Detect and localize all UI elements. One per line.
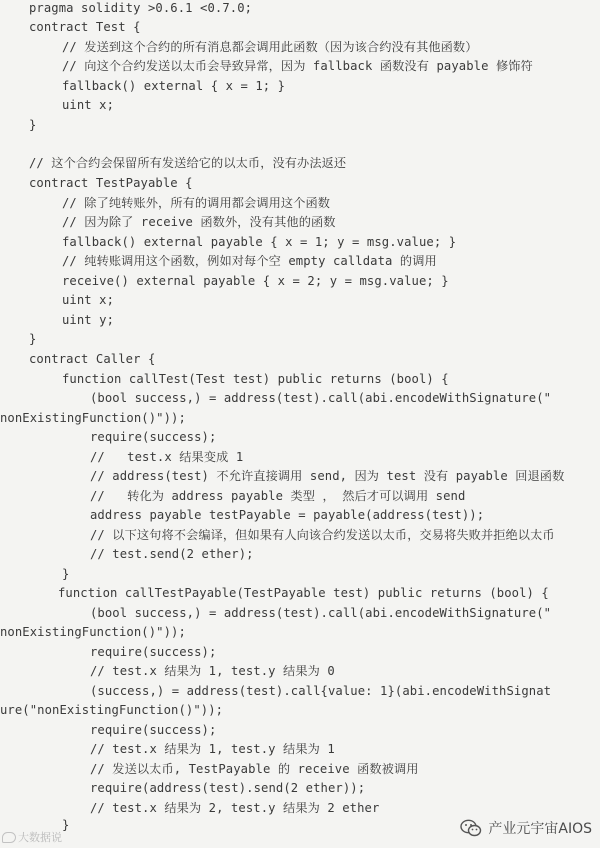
code-line: uint x;: [62, 98, 115, 112]
code-line: // test.x 结果变成 1: [90, 450, 244, 464]
code-line: (bool success,) = address(test).call(abi.encodeWithSignature(": [90, 606, 552, 620]
code-line: nonExistingFunction()"));: [0, 411, 186, 425]
code-line: fallback() external payable { x = 1; y = msg.value; }: [62, 235, 457, 249]
code-line: // 发送到这个合约的所有消息都会调用此函数（因为该合约没有其他函数）: [62, 40, 478, 54]
code-line: uint y;: [62, 313, 115, 327]
code-line: }: [29, 118, 37, 132]
code-line: require(success);: [90, 645, 217, 659]
code-line: address payable testPayable = payable(address(test));: [90, 508, 485, 522]
code-line: // test.x 结果为 1, test.y 结果为 0: [90, 664, 335, 678]
code-line: (success,) = address(test).call{value: 1}(abi.encodeWithSignat: [90, 684, 552, 698]
wechat-icon: [460, 819, 482, 837]
code-line: // 发送以太币, TestPayable 的 receive 函数被调用: [90, 762, 419, 776]
code-line: receive() external payable { x = 2; y = msg.value; }: [62, 274, 449, 288]
watermark-right-text: 产业元宇宙AIOS: [488, 821, 592, 837]
code-line: fallback() external { x = 1; }: [62, 79, 286, 93]
code-line: // address(test) 不允许直接调用 send, 因为 test 没有 payable 回退函数: [90, 469, 565, 483]
code-line: uint x;: [62, 293, 115, 307]
code-line: // 转化为 address payable 类型 ， 然后才可以调用 send: [90, 489, 466, 503]
code-line: function callTestPayable(TestPayable test) public returns (bool) {: [58, 586, 549, 600]
code-line: // 纯转账调用这个函数，例如对每个空 empty calldata 的调用: [62, 254, 437, 268]
code-line: }: [62, 567, 70, 581]
speech-bubble-icon: [2, 832, 16, 843]
code-line: ure("nonExistingFunction()"));: [0, 703, 224, 717]
code-line: }: [62, 818, 70, 832]
code-line: require(address(test).send(2 ether));: [90, 781, 366, 795]
code-line: // 以下这句将不会编译，但如果有人向该合约发送以太币，交易将失败并拒绝以太币: [90, 528, 555, 542]
code-line: pragma solidity >0.6.1 <0.7.0;: [29, 1, 253, 15]
code-line: require(success);: [90, 723, 217, 737]
code-line: // 除了纯转账外，所有的调用都会调用这个函数: [62, 196, 331, 210]
code-line: // test.x 结果为 1, test.y 结果为 1: [90, 742, 335, 756]
code-line: contract Caller {: [29, 352, 156, 366]
code-line: contract Test {: [29, 20, 141, 34]
code-line: // 向这个合约发送以太币会导致异常，因为 fallback 函数没有 payable 修饰符: [62, 59, 533, 73]
watermark-left-text: 大数据说: [18, 831, 62, 844]
code-line: require(success);: [90, 430, 217, 444]
code-line: // 这个合约会保留所有发送给它的以太币，没有办法返还: [29, 156, 347, 170]
code-line: (bool success,) = address(test).call(abi.encodeWithSignature(": [90, 391, 552, 405]
code-line: // test.send(2 ether);: [90, 547, 254, 561]
code-line: }: [29, 332, 37, 346]
watermark-left: [2, 829, 62, 845]
code-line: contract TestPayable {: [29, 176, 193, 190]
watermark-right: [460, 818, 592, 838]
code-line: nonExistingFunction()"));: [0, 625, 186, 639]
code-line: // test.x 结果为 2, test.y 结果为 2 ether: [90, 801, 380, 815]
code-line: function callTest(Test test) public returns (bool) {: [62, 372, 449, 386]
code-line: // 因为除了 receive 函数外，没有其他的函数: [62, 215, 336, 229]
